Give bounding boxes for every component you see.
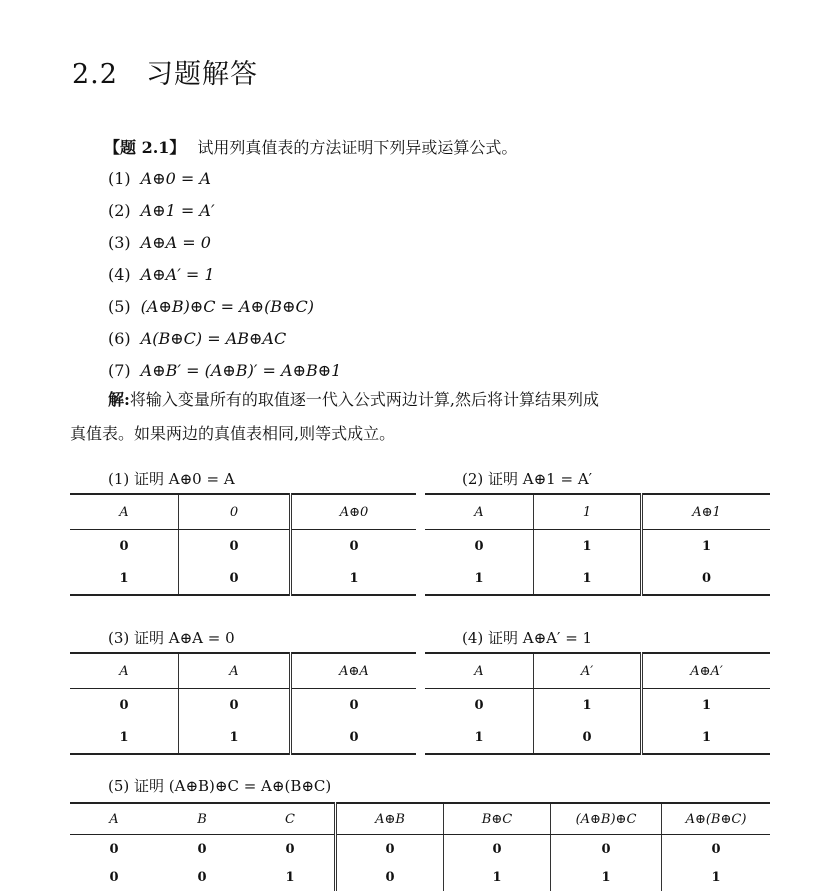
table-header: A⊕0 xyxy=(291,494,417,530)
solution-line-2: 真值表。如果两边的真值表相同,则等式成立。 xyxy=(70,424,396,443)
table-caption: (3) 证明 A⊕A = 0 xyxy=(108,629,235,647)
table-header: B⊕C xyxy=(444,803,551,835)
table-header: A xyxy=(70,803,158,835)
table-header-row xyxy=(70,653,416,689)
table-header: B xyxy=(158,803,246,835)
table-header-row xyxy=(70,494,416,530)
table-row: 1 1 0 xyxy=(425,562,770,595)
truth-table-2 xyxy=(425,493,770,596)
table-header: C xyxy=(246,803,336,835)
table-header-row xyxy=(70,803,770,835)
truth-table-5 xyxy=(70,802,770,891)
table-header: A⊕1 xyxy=(642,494,771,530)
truth-table-3 xyxy=(70,652,416,755)
table-header: (A⊕B)⊕C xyxy=(551,803,662,835)
table-header: A xyxy=(70,494,179,530)
problem-tag: 【题 2.1】 xyxy=(104,138,186,157)
table-header: A⊕A xyxy=(291,653,417,689)
table-header-row xyxy=(425,653,770,689)
truth-table-1 xyxy=(70,493,416,596)
section-title: 习题解答 xyxy=(145,59,258,90)
table-header: A′ xyxy=(534,653,642,689)
formula-item: (4) A⊕A′ = 1 xyxy=(108,265,215,284)
solution-label: 解: xyxy=(108,390,130,409)
table-header: A xyxy=(70,653,179,689)
table-row: 0 0 1 0 1 1 1 xyxy=(70,863,770,891)
table-caption: (2) 证明 A⊕1 = A′ xyxy=(462,470,593,488)
table-header: 1 xyxy=(534,494,642,530)
table-header: 0 xyxy=(179,494,291,530)
formula-item: (2) A⊕1 = A′ xyxy=(108,201,215,220)
table-row: 1 0 1 xyxy=(70,562,416,595)
table-caption: (4) 证明 A⊕A′ = 1 xyxy=(462,629,593,647)
table-row: 1 0 1 xyxy=(425,721,770,754)
table-row: 0 0 0 xyxy=(70,530,416,563)
table-row: 0 0 0 xyxy=(70,689,416,722)
formula-item: (7) A⊕B′ = (A⊕B)′ = A⊕B⊕1 xyxy=(108,361,342,380)
table-row: 1 1 0 xyxy=(70,721,416,754)
table-header: A xyxy=(425,653,534,689)
formula-item: (1) A⊕0 = A xyxy=(108,169,211,188)
table-header: A xyxy=(179,653,291,689)
table-header: A xyxy=(425,494,534,530)
table-header: A⊕A′ xyxy=(642,653,771,689)
table-caption: (1) 证明 A⊕0 = A xyxy=(108,470,235,488)
table-caption: (5) 证明 (A⊕B)⊕C = A⊕(B⊕C) xyxy=(108,777,332,795)
formula-item: (6) A(B⊕C) = AB⊕AC xyxy=(108,329,287,348)
solution-line-1: 解:将输入变量所有的取值逐一代入公式两边计算,然后将计算结果列成 xyxy=(108,390,600,409)
section-number: 2.2 xyxy=(72,59,118,90)
problem-text: 试用列真值表的方法证明下列异或运算公式。 xyxy=(197,138,518,157)
truth-table-4 xyxy=(425,652,770,755)
section-heading xyxy=(72,52,258,91)
table-header: A⊕(B⊕C) xyxy=(662,803,771,835)
table-row: 0 1 1 xyxy=(425,689,770,722)
formula-item: (3) A⊕A = 0 xyxy=(108,233,211,252)
problem-statement xyxy=(104,135,517,158)
table-row: 0 0 0 0 0 0 0 xyxy=(70,835,770,864)
table-header-row xyxy=(425,494,770,530)
table-row: 0 1 1 xyxy=(425,530,770,563)
formula-item: (5) (A⊕B)⊕C = A⊕(B⊕C) xyxy=(108,297,314,316)
table-header: A⊕B xyxy=(336,803,444,835)
